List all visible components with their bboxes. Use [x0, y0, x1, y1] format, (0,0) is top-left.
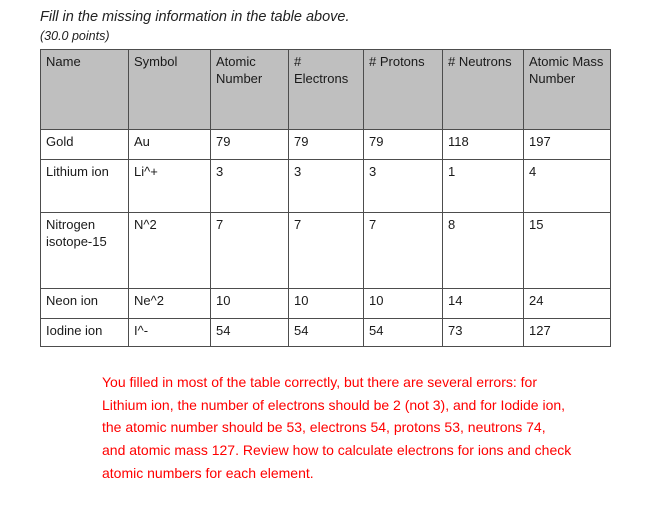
- cell-atomic-number[interactable]: 79: [211, 129, 289, 159]
- cell-name[interactable]: Iodine ion: [41, 318, 129, 346]
- column-header-atomic-number: Atomic Number: [211, 49, 289, 129]
- cell-name[interactable]: Gold: [41, 129, 129, 159]
- cell-name[interactable]: Neon ion: [41, 288, 129, 318]
- cell-symbol[interactable]: N^2: [129, 212, 211, 288]
- table-row: [41, 318, 611, 346]
- column-header-mass-number: Atomic Mass Number: [524, 49, 611, 129]
- cell-name[interactable]: Nitrogen isotope-15: [41, 212, 129, 288]
- cell-neutrons[interactable]: 118: [443, 129, 524, 159]
- column-header-symbol: Symbol: [129, 49, 211, 129]
- cell-protons[interactable]: 3: [364, 159, 443, 212]
- cell-electrons[interactable]: 3: [289, 159, 364, 212]
- feedback-message: You filled in most of the table correctly, but there are several errors: for Lithium ion, the number of electrons should be 2 (not 3), and for Iodide ion, the atomic number should be 53, electrons 54, protons 53, neutrons 74, and atomic mass 127. Review how to calculate electrons for ions and check atomic numbers for each element.: [102, 373, 572, 481]
- cell-symbol[interactable]: I^-: [129, 318, 211, 346]
- instruction-text: Fill in the missing information in the table above.: [40, 9, 350, 25]
- table-body: [41, 129, 611, 346]
- cell-atomic-number[interactable]: 10: [211, 288, 289, 318]
- cell-name[interactable]: Lithium ion: [41, 159, 129, 212]
- cell-electrons[interactable]: 10: [289, 288, 364, 318]
- table-row: [41, 212, 611, 288]
- cell-symbol[interactable]: Ne^2: [129, 288, 211, 318]
- cell-neutrons[interactable]: 14: [443, 288, 524, 318]
- column-header-protons: # Protons: [364, 49, 443, 129]
- table-header: [41, 49, 611, 129]
- cell-symbol[interactable]: Li^+: [129, 159, 211, 212]
- cell-atomic-number[interactable]: 54: [211, 318, 289, 346]
- cell-mass-number[interactable]: 127: [524, 318, 611, 346]
- table-row: [41, 159, 611, 212]
- element-data-table: [40, 49, 611, 347]
- cell-neutrons[interactable]: 8: [443, 212, 524, 288]
- column-header-neutrons: # Neutrons: [443, 49, 524, 129]
- column-header-electrons: # Electrons: [289, 49, 364, 129]
- cell-electrons[interactable]: 79: [289, 129, 364, 159]
- cell-atomic-number[interactable]: 3: [211, 159, 289, 212]
- cell-mass-number[interactable]: 4: [524, 159, 611, 212]
- cell-symbol[interactable]: Au: [129, 129, 211, 159]
- cell-mass-number[interactable]: 24: [524, 288, 611, 318]
- points-label: (30.0 points): [40, 28, 110, 43]
- cell-protons[interactable]: 54: [364, 318, 443, 346]
- cell-neutrons[interactable]: 1: [443, 159, 524, 212]
- column-header-name: Name: [41, 49, 129, 129]
- cell-atomic-number[interactable]: 7: [211, 212, 289, 288]
- table-header-row: [41, 49, 611, 129]
- cell-protons[interactable]: 79: [364, 129, 443, 159]
- cell-mass-number[interactable]: 197: [524, 129, 611, 159]
- cell-neutrons[interactable]: 73: [443, 318, 524, 346]
- cell-protons[interactable]: 10: [364, 288, 443, 318]
- table-row: [41, 129, 611, 159]
- cell-mass-number[interactable]: 15: [524, 212, 611, 288]
- cell-electrons[interactable]: 7: [289, 212, 364, 288]
- table-row: [41, 288, 611, 318]
- cell-protons[interactable]: 7: [364, 212, 443, 288]
- cell-electrons[interactable]: 54: [289, 318, 364, 346]
